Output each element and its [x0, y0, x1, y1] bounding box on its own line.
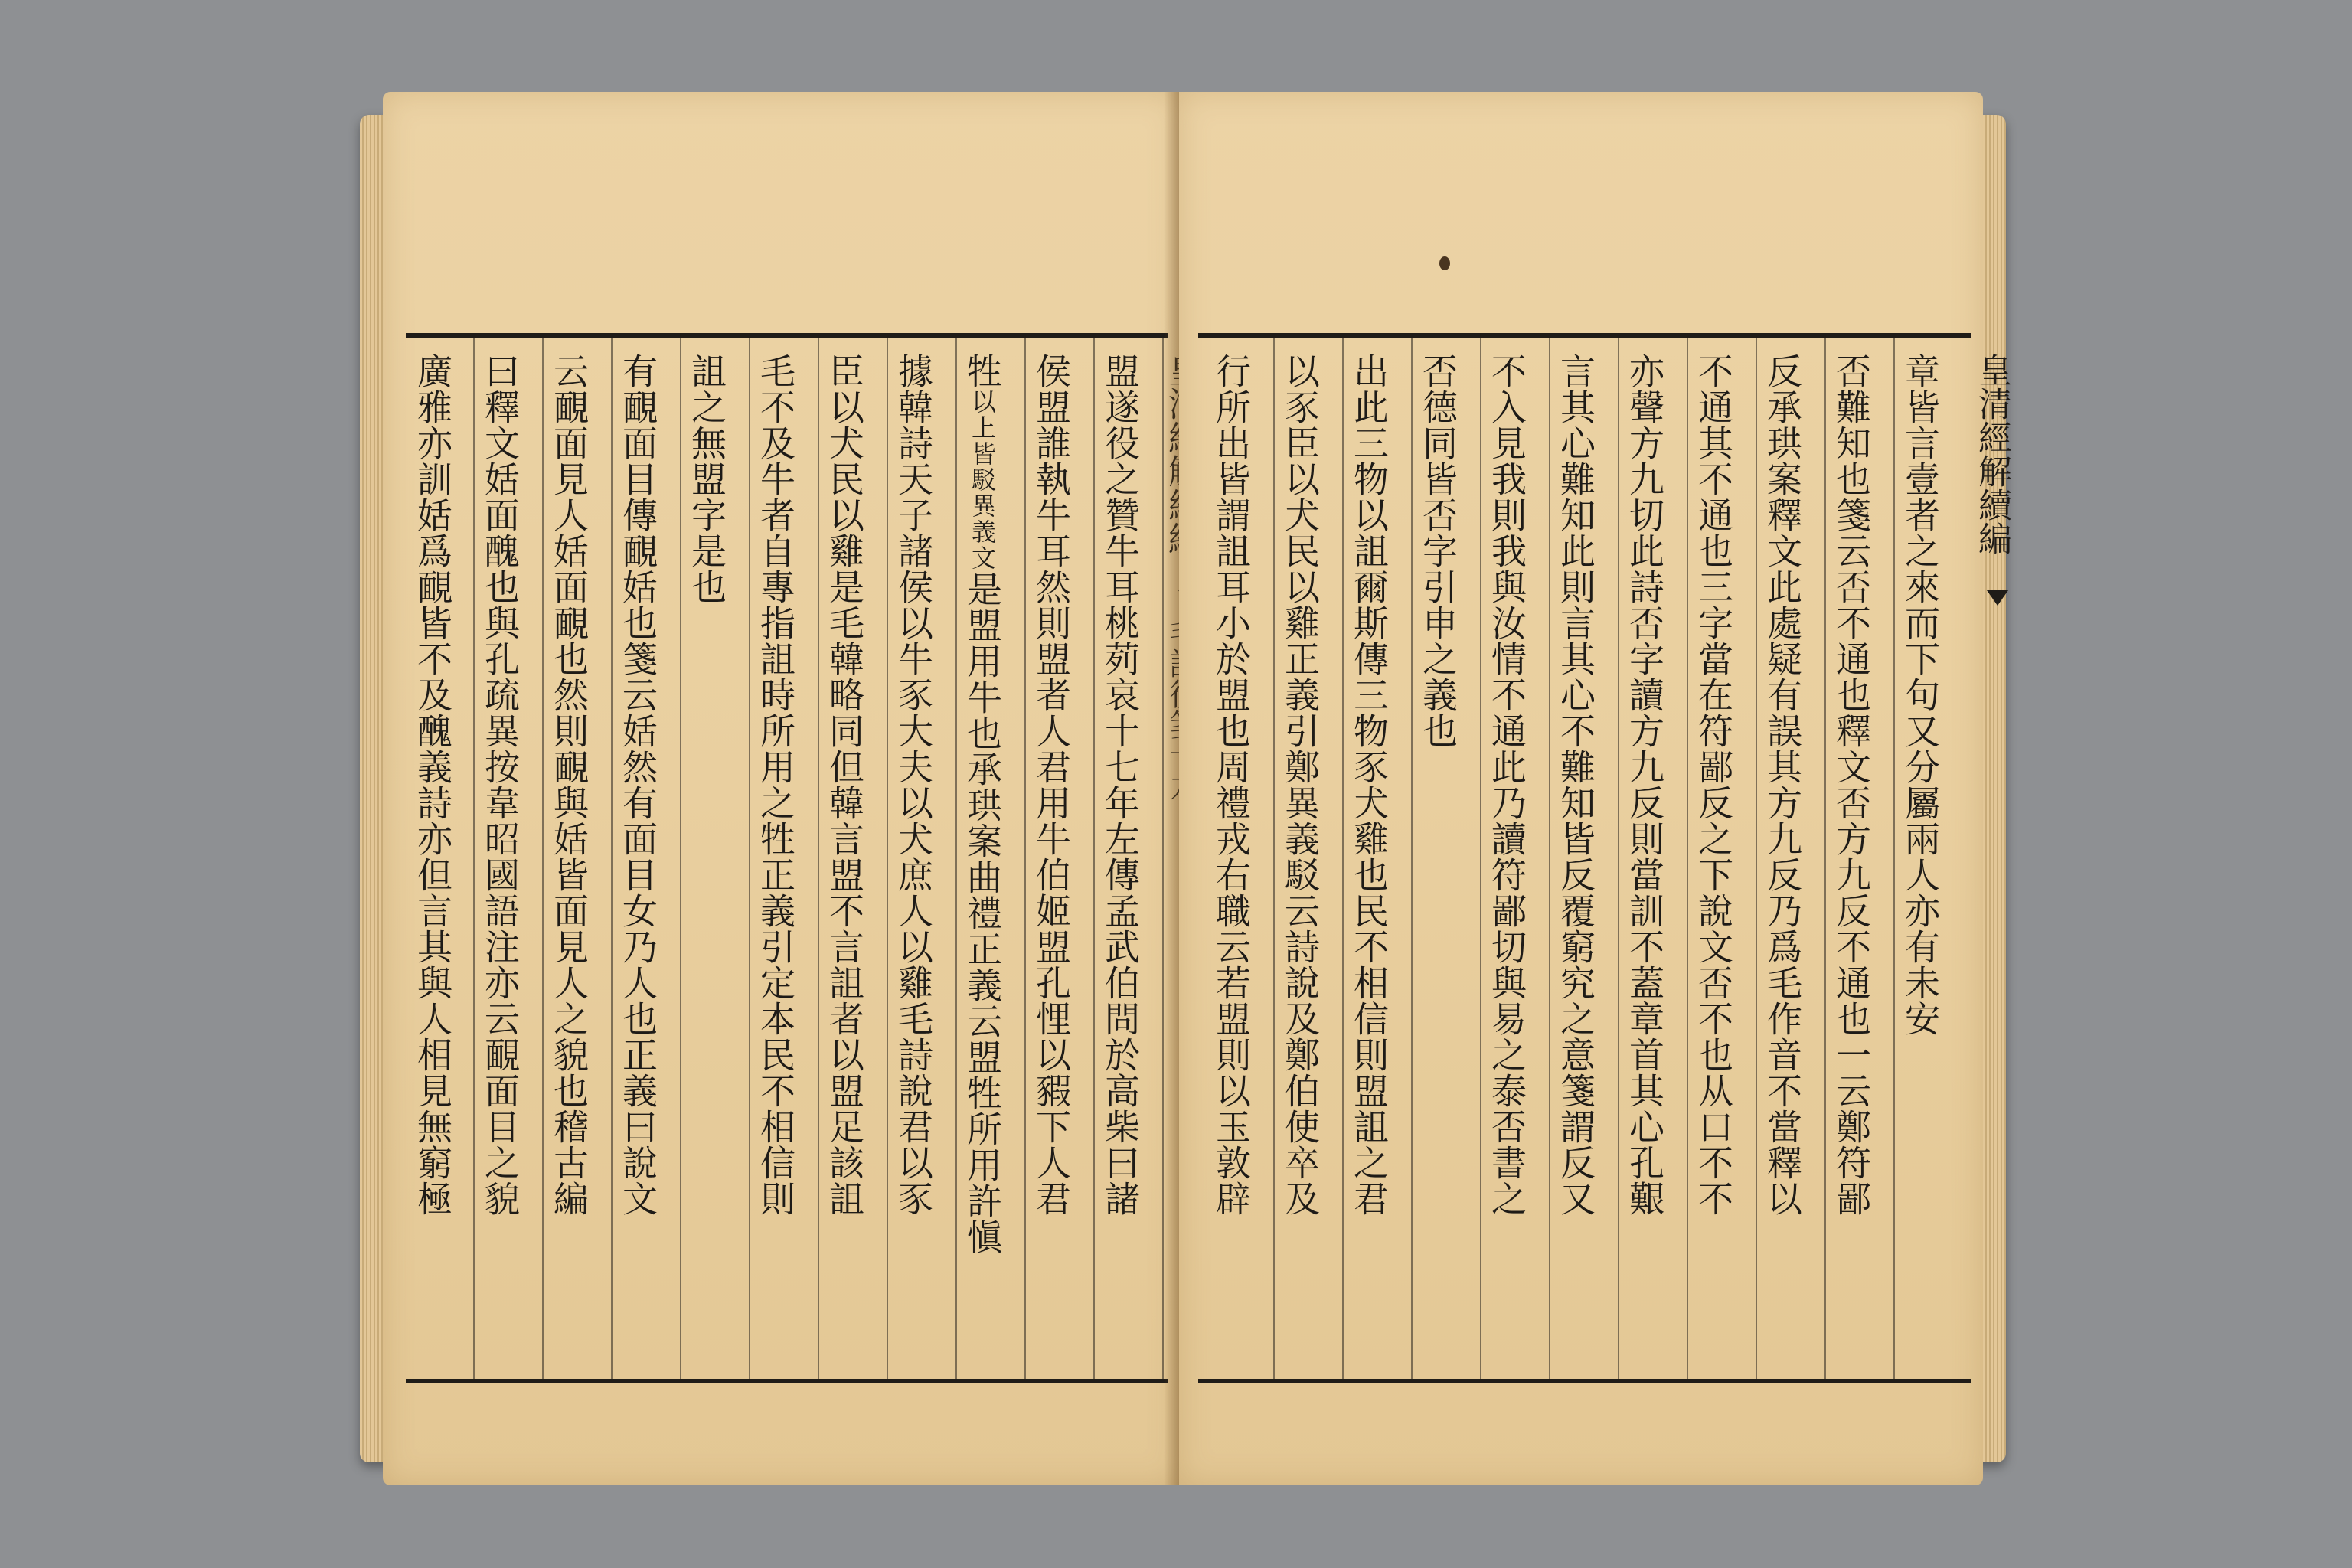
left-column-4: 據韓詩天子諸侯以牛豕大夫以犬庶人以雞毛詩說君以豕	[893, 353, 934, 1217]
right-column-6: 言其心難知此則言其心不難知皆反覆窮究之意箋謂反又	[1555, 353, 1596, 1217]
column-rule	[1342, 338, 1344, 1379]
left-column-3-note: 以上皆駁異義文	[968, 389, 997, 571]
column-rule	[1480, 338, 1481, 1379]
left-column-3	[962, 353, 1003, 1255]
column-rule	[887, 338, 888, 1379]
right-column-9: 出此三物以詛爾斯傳三物豕犬雞也民不相信則盟詛之君	[1348, 353, 1390, 1217]
right-column-10: 以豕臣以犬民以雞正義引鄭異義駁云詩說及鄭伯使卒及	[1279, 353, 1321, 1217]
left-column-3-head: 牲	[962, 353, 1003, 389]
right-fishtail-mark	[1987, 590, 2008, 606]
right-column-5: 亦聲方九切此詩否字讀方九反則當訓不蓋章首其心孔艱	[1624, 353, 1665, 1217]
left-column-6: 毛不及牛者自專指詛時所用之牲正義引定本民不相信則	[755, 353, 796, 1217]
left-text-frame	[406, 333, 1168, 1383]
right-column-3: 反承珙案釋文此處疑有誤其方九反乃爲毛作音不當釋以	[1762, 353, 1803, 1217]
column-rule	[1024, 338, 1026, 1379]
left-column-8: 有靦面目傳靦姡也箋云姡然有面目女乃人也正義曰說文	[617, 353, 658, 1217]
left-column-10: 曰釋文姡面醜也與孔疏異按韋昭國語注亦云靦面目之貌	[479, 353, 521, 1217]
column-rule	[1549, 338, 1550, 1379]
left-column-11: 廣雅亦訓姡爲靦皆不及醜義詩亦但言其與人相見無窮極	[412, 353, 453, 1217]
column-rule	[1273, 338, 1275, 1379]
left-column-2: 侯盟誰執牛耳然則盟者人君用牛伯姬盟孔悝以豭下人君	[1031, 353, 1072, 1217]
right-column-4: 不通其不通也三字當在符鄙反之下說文否不也从口不不	[1693, 353, 1734, 1217]
column-rule	[542, 338, 544, 1379]
left-column-1: 盟遂役之贊牛耳桃茢哀十七年左傳孟武伯問於高柴曰諸	[1099, 353, 1141, 1217]
left-column-9: 云靦面見人姡面靦也然則靦與姡皆面見人之貌也稽古編	[548, 353, 590, 1217]
column-rule	[1824, 338, 1826, 1379]
column-rule	[749, 338, 750, 1379]
column-rule	[818, 338, 819, 1379]
ink-spot	[1439, 256, 1450, 270]
right-column-2: 否難知也箋云否不通也釋文否方九反不通也一云鄭符鄙	[1831, 353, 1872, 1217]
column-rule	[1411, 338, 1413, 1379]
right-column-11: 行所出皆謂詛耳小於盟也周禮戎右職云若盟則以玉敦辟	[1210, 353, 1252, 1217]
column-rule	[1756, 338, 1757, 1379]
open-book	[360, 84, 2011, 1493]
left-column-3-tail: 是盟用牛也承珙案曲禮正義云盟牲所用許愼	[962, 571, 1003, 1255]
left-page	[383, 92, 1179, 1485]
right-page	[1179, 92, 2011, 1485]
left-column-5: 臣以犬民以雞是毛韓略同但韓言盟不言詛者以盟足該詛	[824, 353, 865, 1217]
column-rule	[1687, 338, 1688, 1379]
right-column-7: 不入見我則我與汝情不通此乃讀符鄙切與易之泰否書之	[1486, 353, 1527, 1217]
column-rule	[1618, 338, 1619, 1379]
column-rule	[1893, 338, 1895, 1379]
column-rule	[611, 338, 612, 1379]
column-rule	[473, 338, 475, 1379]
left-column-7: 詛之無盟字是也	[686, 353, 727, 605]
right-column-8: 否德同皆否字引申之義也	[1417, 353, 1459, 749]
right-running-head: 皇清經解續編	[1972, 353, 2011, 555]
column-rule	[680, 338, 681, 1379]
right-text-frame	[1198, 333, 2011, 1383]
column-rule	[1093, 338, 1095, 1379]
right-column-1: 章皆言壹者之來而下句又分屬兩人亦有未安	[1900, 353, 1941, 1037]
column-rule	[956, 338, 957, 1379]
